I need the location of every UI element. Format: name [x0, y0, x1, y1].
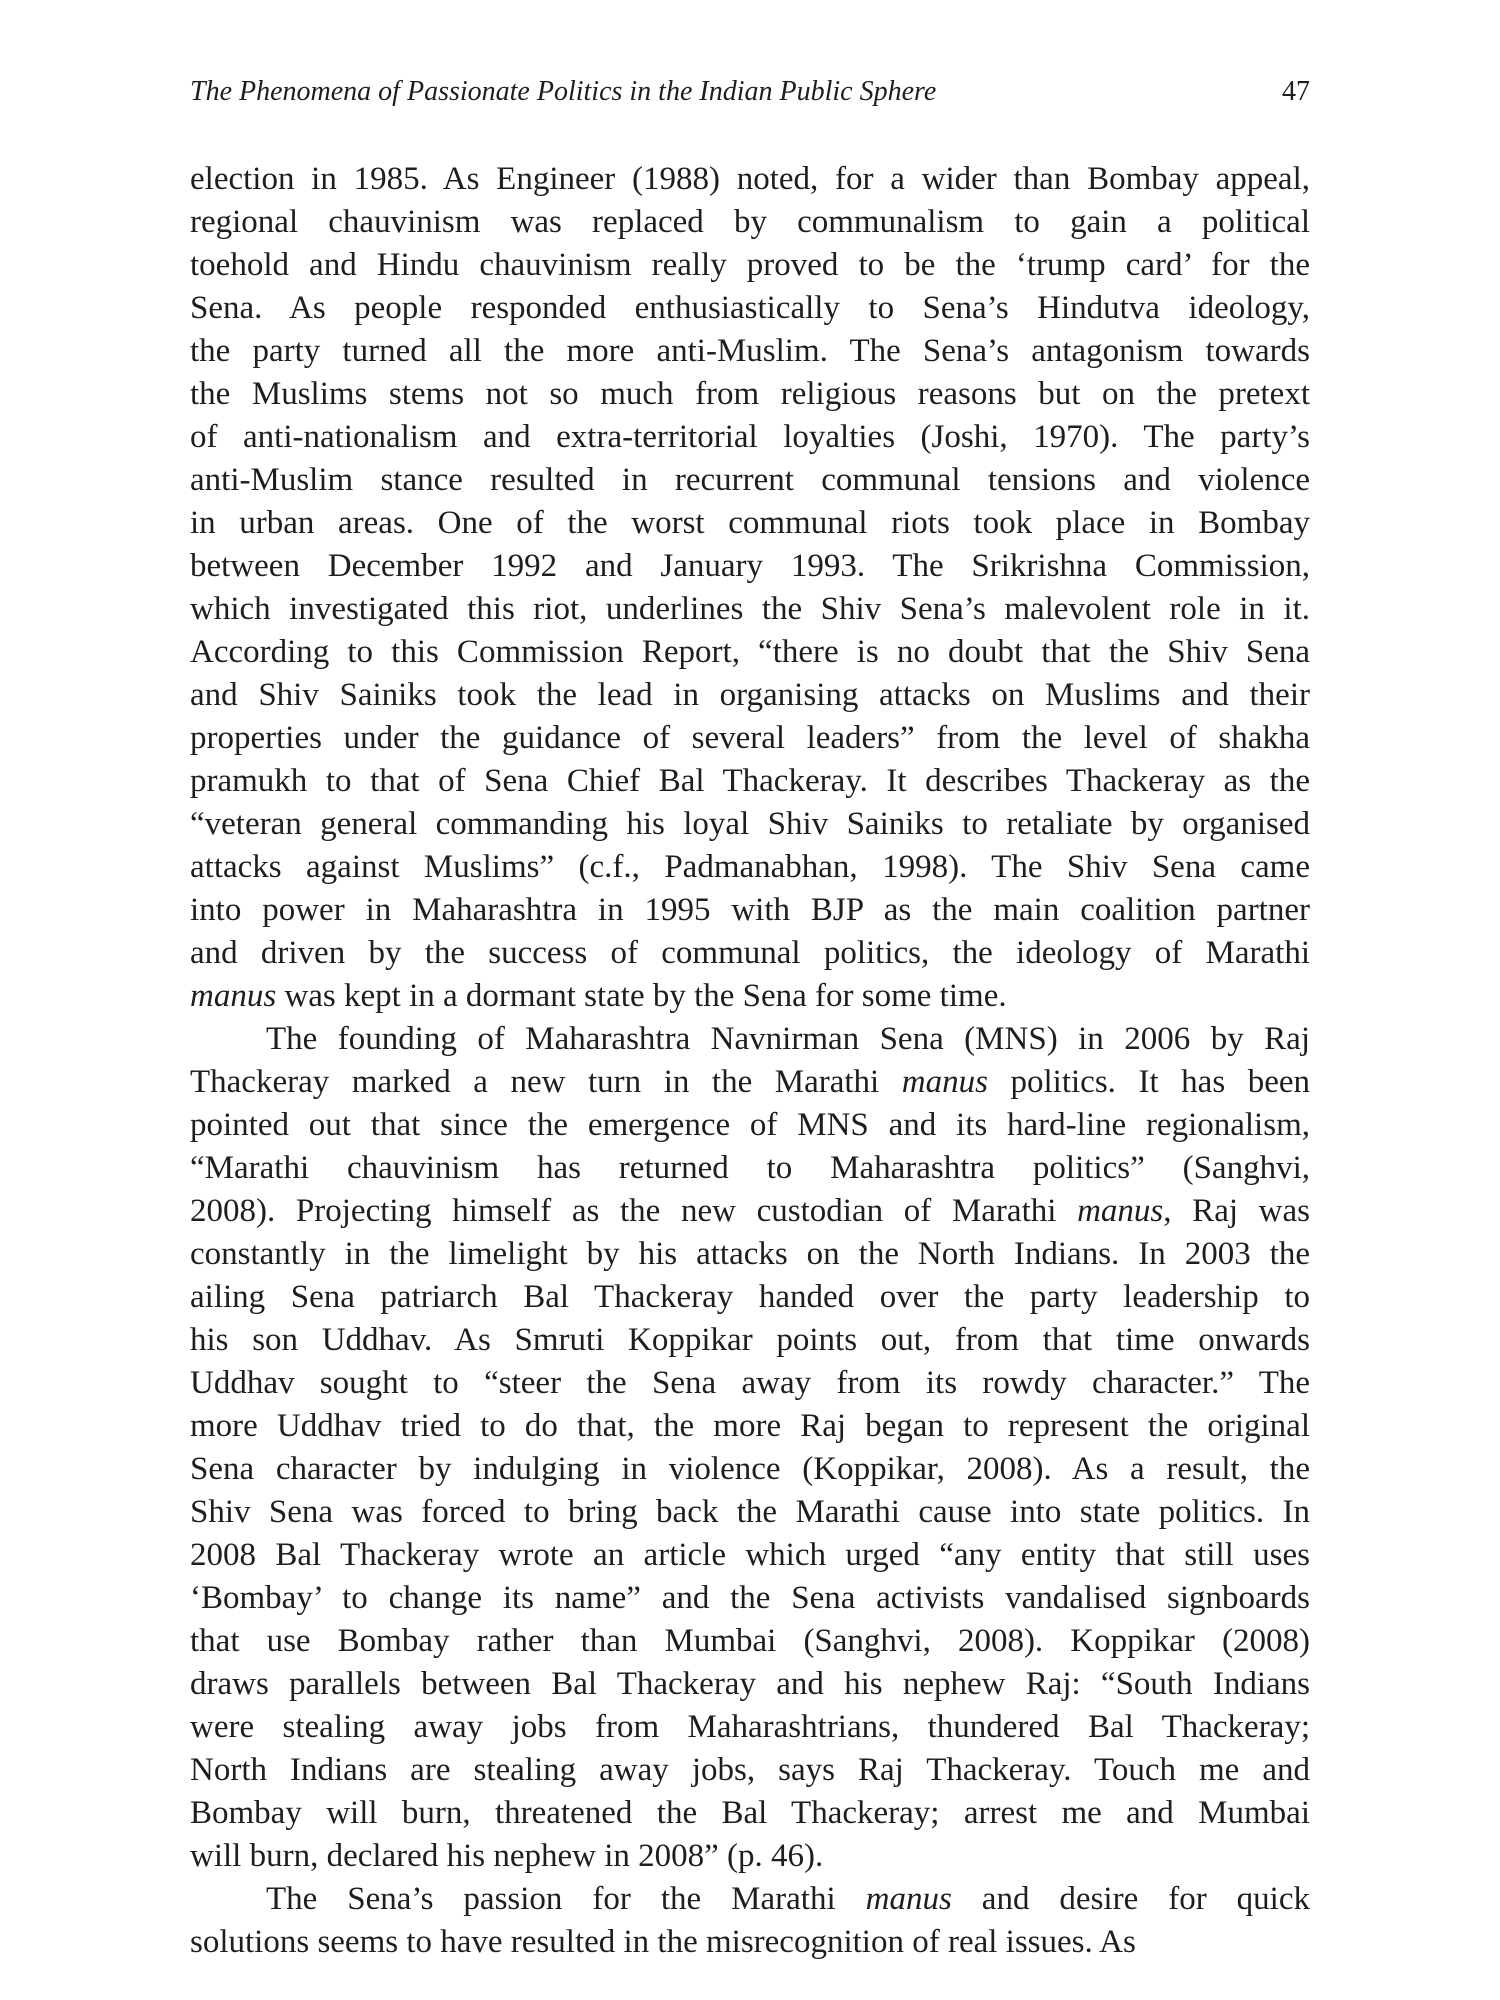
text-line: [190, 1663, 1310, 1706]
text-line: [190, 1104, 1310, 1147]
text-run: properties under the guidance of several leaders” from the level of shakha: [190, 720, 1310, 756]
text-line: [190, 846, 1310, 889]
text-line: [190, 1233, 1310, 1276]
text-run: North Indians are stealing away jobs, says Raj Thackeray. Touch me and: [190, 1752, 1310, 1788]
text-run: which investigated this riot, underlines the Shiv Sena’s malevolent role in it.: [190, 591, 1310, 627]
text-run: politics. It has been: [987, 1064, 1310, 1100]
body-text: [190, 158, 1310, 1964]
text-line: [190, 760, 1310, 803]
text-run: will burn, declared his nephew in 2008” (p. 46).: [190, 1838, 824, 1874]
text-line: [190, 588, 1310, 631]
text-line: [190, 1792, 1310, 1835]
text-line: [190, 674, 1310, 717]
text-run: draws parallels between Bal Thackeray and his nephew Raj: “South Indians: [190, 1666, 1310, 1702]
text-line: [190, 287, 1310, 330]
text-line: [190, 1706, 1310, 1749]
text-line: [190, 1534, 1310, 1577]
text-run: attacks against Muslims” (c.f., Padmanabhan, 1998). The Shiv Sena came: [190, 849, 1310, 885]
italic-term: manus: [865, 1881, 952, 1917]
text-line: [190, 1835, 1310, 1878]
text-line: [190, 1018, 1310, 1061]
text-run: election in 1985. As Engineer (1988) noted, for a wider than Bombay appeal,: [190, 161, 1310, 197]
paragraph: [190, 1878, 1310, 1964]
text-line: [190, 545, 1310, 588]
text-run: the party turned all the more anti-Muslim. The Sena’s antagonism towards: [190, 333, 1310, 369]
text-run: pramukh to that of Sena Chief Bal Thackeray. It describes Thackeray as the: [190, 763, 1310, 799]
text-line: [190, 416, 1310, 459]
text-run: pointed out that since the emergence of MNS and its hard-line regionalism,: [190, 1107, 1310, 1143]
text-run: and desire for quick: [951, 1881, 1310, 1917]
text-line: [190, 717, 1310, 760]
text-run: 2008 Bal Thackeray wrote an article which urged “any entity that still uses: [190, 1537, 1310, 1573]
italic-term: manus: [190, 978, 277, 1014]
text-run: the Muslims stems not so much from religious reasons but on the pretext: [190, 376, 1310, 412]
text-line: [190, 1749, 1310, 1792]
text-line: [190, 330, 1310, 373]
text-run: “Marathi chauvinism has returned to Maharashtra politics” (Sanghvi,: [190, 1150, 1310, 1186]
text-run: Sena character by indulging in violence (Koppikar, 2008). As a result, the: [190, 1451, 1310, 1487]
text-line: [190, 1319, 1310, 1362]
page-number: 47: [1282, 76, 1310, 107]
text-line: [190, 459, 1310, 502]
text-line: [190, 803, 1310, 846]
text-run: of anti-nationalism and extra-territorial loyalties (Joshi, 1970). The party’s: [190, 419, 1310, 455]
text-line: [190, 502, 1310, 545]
text-line: [190, 158, 1310, 201]
text-run: into power in Maharashtra in 1995 with BJP as the main coalition partner: [190, 892, 1310, 928]
italic-term: manus: [901, 1064, 988, 1100]
text-run: , Raj was: [1163, 1193, 1310, 1229]
paragraph: [190, 158, 1310, 1018]
text-line: [190, 1276, 1310, 1319]
text-run: solutions seems to have resulted in the misrecognition of real issues. As: [190, 1924, 1136, 1960]
text-run: According to this Commission Report, “there is no doubt that the Shiv Sena: [190, 634, 1310, 670]
text-line: [190, 1577, 1310, 1620]
text-run: Thackeray marked a new turn in the Marathi: [190, 1064, 902, 1100]
text-run: more Uddhav tried to do that, the more Raj began to represent the original: [190, 1408, 1310, 1444]
text-line: [190, 932, 1310, 975]
text-line: [190, 1405, 1310, 1448]
text-run: toehold and Hindu chauvinism really proved to be the ‘trump card’ for the: [190, 247, 1310, 283]
text-run: Uddhav sought to “steer the Sena away from its rowdy character.” The: [190, 1365, 1310, 1401]
text-run: ‘Bombay’ to change its name” and the Sena activists vandalised signboards: [190, 1580, 1310, 1616]
text-run: The Sena’s passion for the Marathi: [266, 1881, 866, 1917]
text-run: Shiv Sena was forced to bring back the Marathi cause into state politics. In: [190, 1494, 1310, 1530]
italic-term: manus: [1077, 1193, 1164, 1229]
text-line: [190, 1448, 1310, 1491]
running-title: The Phenomena of Passionate Politics in the Indian Public Sphere: [190, 76, 937, 107]
text-line: [190, 1362, 1310, 1405]
text-run: ailing Sena patriarch Bal Thackeray handed over the party leadership to: [190, 1279, 1310, 1315]
text-line: [190, 244, 1310, 287]
text-run: that use Bombay rather than Mumbai (Sanghvi, 2008). Koppikar (2008): [190, 1623, 1310, 1659]
text-line: [190, 1190, 1310, 1233]
text-line: [190, 975, 1310, 1018]
text-line: [190, 1921, 1310, 1964]
running-head: [190, 72, 1310, 112]
text-run: Bombay will burn, threatened the Bal Thackeray; arrest me and Mumbai: [190, 1795, 1310, 1831]
text-line: [190, 1878, 1310, 1921]
text-line: [190, 201, 1310, 244]
text-run: Sena. As people responded enthusiastically to Sena’s Hindutva ideology,: [190, 290, 1310, 326]
text-run: The founding of Maharashtra Navnirman Sena (MNS) in 2006 by Raj: [266, 1021, 1310, 1057]
text-line: [190, 1061, 1310, 1104]
text-run: “veteran general commanding his loyal Shiv Sainiks to retaliate by organised: [190, 806, 1310, 842]
text-line: [190, 373, 1310, 416]
text-line: [190, 1147, 1310, 1190]
text-run: 2008). Projecting himself as the new custodian of Marathi: [190, 1193, 1078, 1229]
text-run: were stealing away jobs from Maharashtrians, thundered Bal Thackeray;: [190, 1709, 1310, 1745]
text-run: anti-Muslim stance resulted in recurrent communal tensions and violence: [190, 462, 1310, 498]
text-run: and driven by the success of communal politics, the ideology of Marathi: [190, 935, 1310, 971]
text-run: his son Uddhav. As Smruti Koppikar points out, from that time onwards: [190, 1322, 1310, 1358]
text-line: [190, 889, 1310, 932]
text-run: regional chauvinism was replaced by communalism to gain a political: [190, 204, 1310, 240]
text-line: [190, 631, 1310, 674]
text-line: [190, 1491, 1310, 1534]
paragraph: [190, 1018, 1310, 1878]
text-run: and Shiv Sainiks took the lead in organising attacks on Muslims and their: [190, 677, 1310, 713]
text-run: constantly in the limelight by his attacks on the North Indians. In 2003 the: [190, 1236, 1310, 1272]
text-run: between December 1992 and January 1993. The Srikrishna Commission,: [190, 548, 1310, 584]
text-line: [190, 1620, 1310, 1663]
text-run: was kept in a dormant state by the Sena for some time.: [276, 978, 1007, 1014]
text-run: in urban areas. One of the worst communal riots took place in Bombay: [190, 505, 1310, 541]
